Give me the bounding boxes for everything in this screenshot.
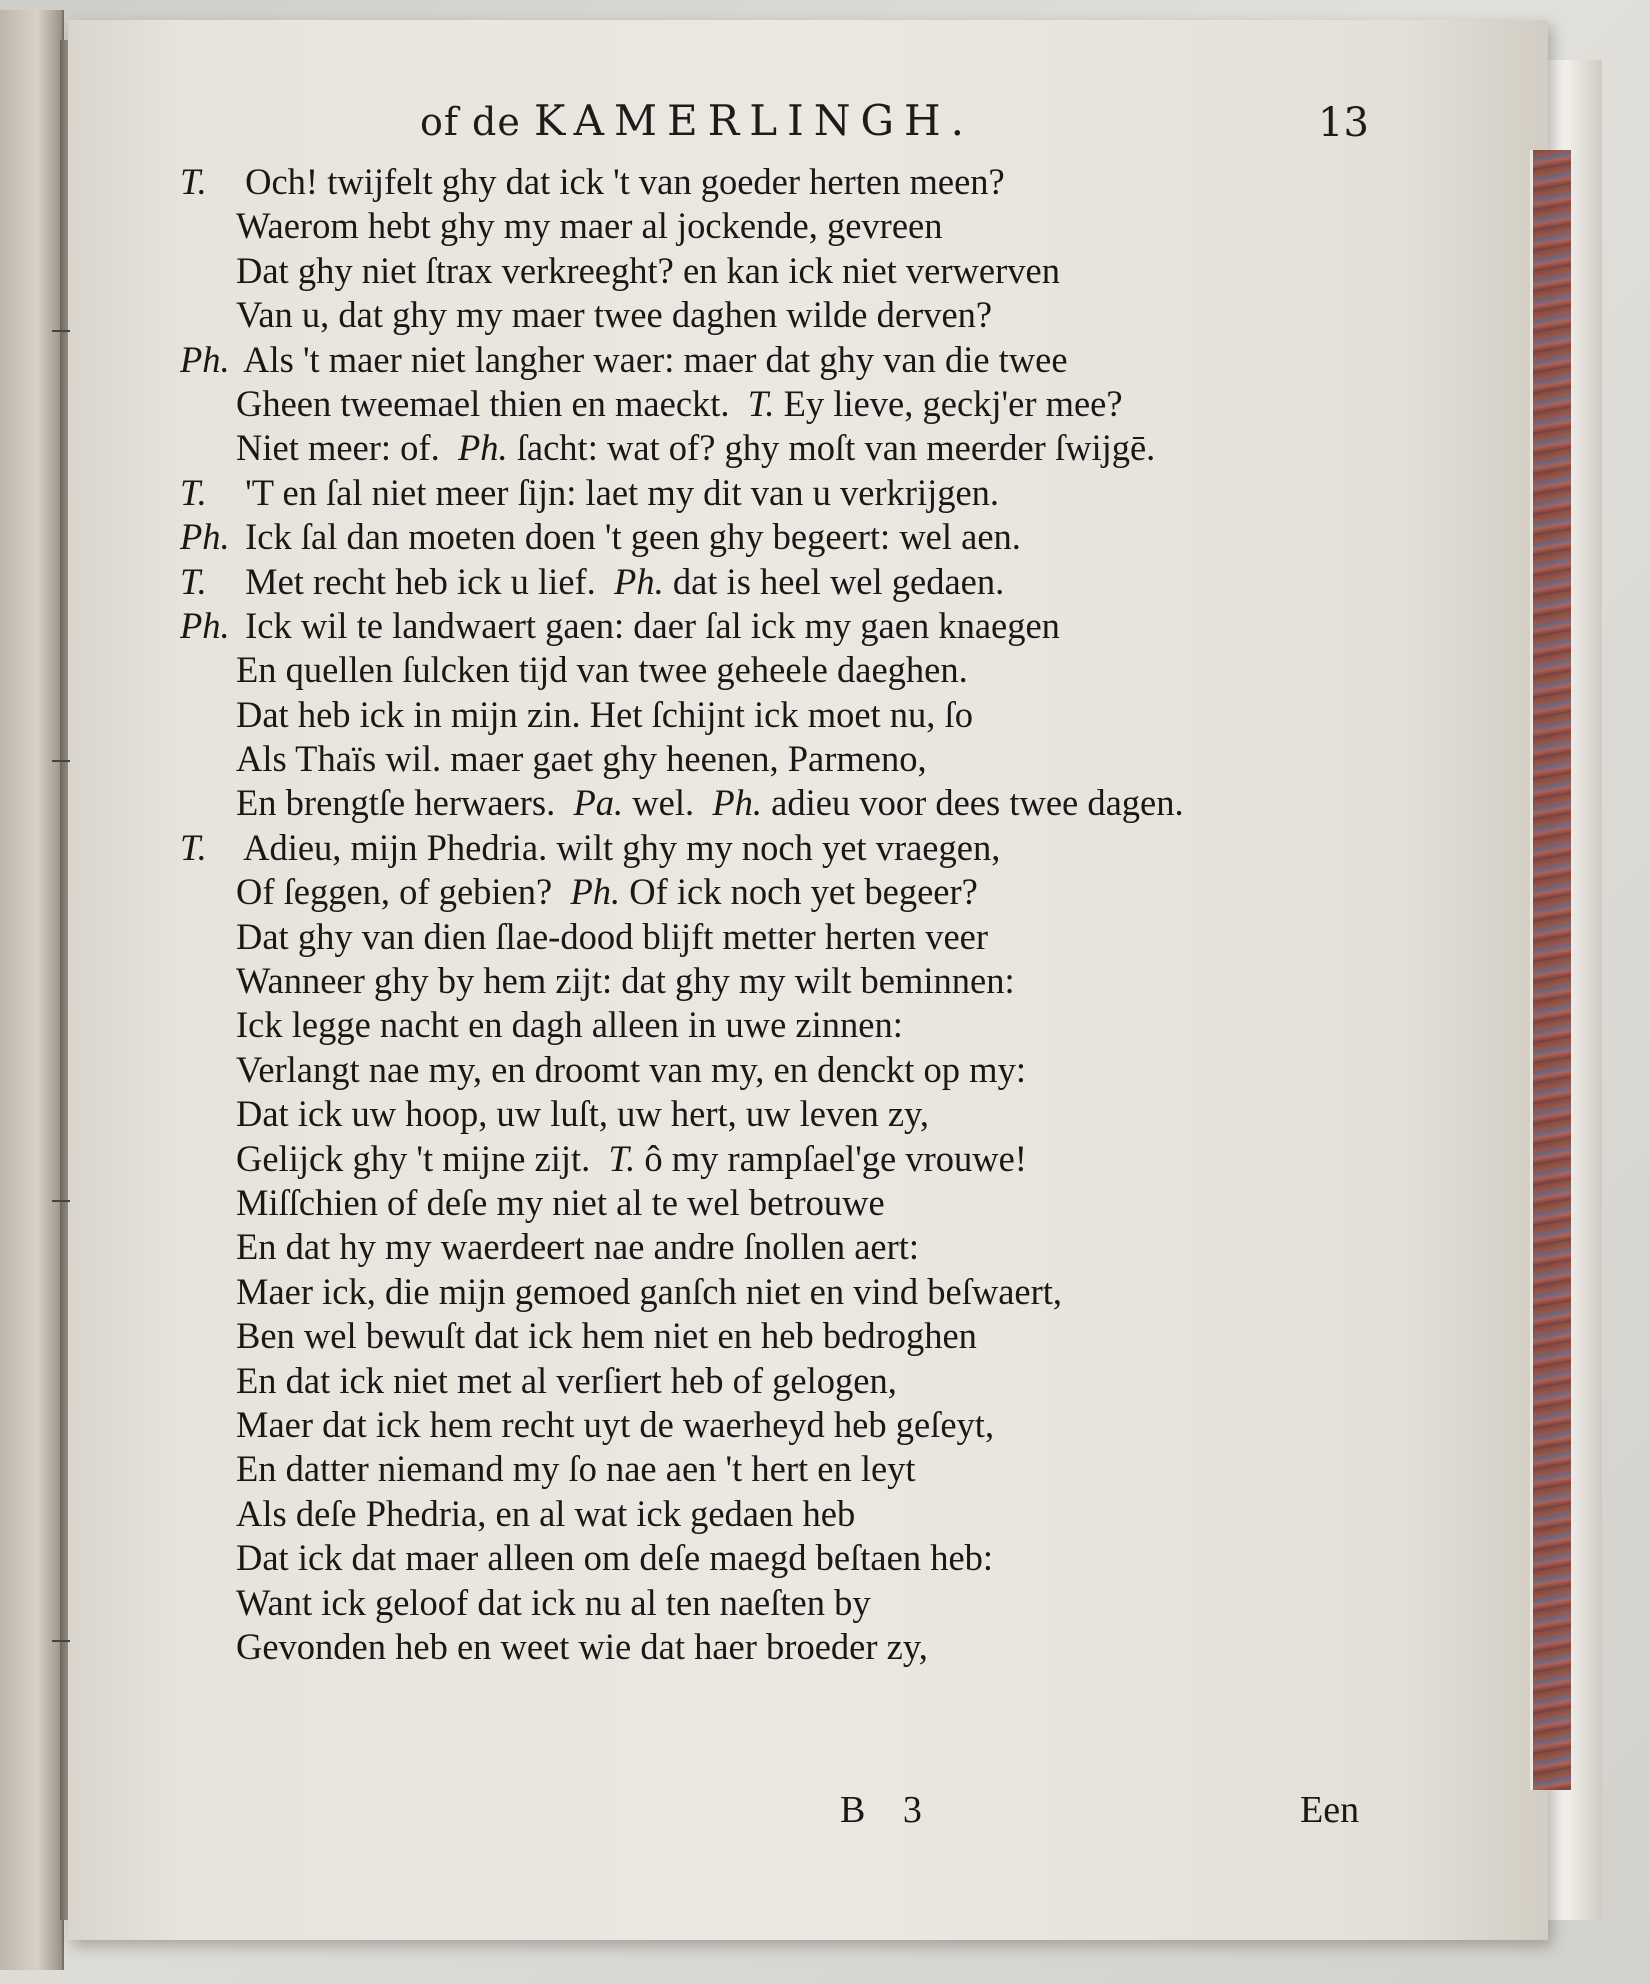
verse-text <box>180 160 1410 1669</box>
binding-stitch <box>52 1200 70 1202</box>
line-text: Want ick geloof dat ick nu al ten naeſten by <box>236 1581 871 1623</box>
verse-line <box>180 1403 1410 1447</box>
speaker-label: T. <box>729 382 775 424</box>
speaker-label: Ph. <box>552 871 621 913</box>
header-title: KAMERLINGH. <box>533 96 974 145</box>
speaker-label: T. <box>590 1137 636 1179</box>
verse-line <box>180 293 1410 337</box>
binding-stitch <box>52 330 70 332</box>
verse-line <box>180 1092 1410 1136</box>
line-text: ô my rampſael'ge vrouwe! <box>635 1137 1027 1179</box>
speaker-label: Pa. <box>555 782 624 824</box>
line-text: Verlangt nae my, en droomt van my, en denckt op my: <box>236 1048 1026 1090</box>
line-text: Gelijck ghy 't mijne zijt. <box>236 1137 591 1179</box>
line-text: 'T en ſal niet meer ſijn: laet my dit van u verkrijgen. <box>236 471 1000 513</box>
verse-line <box>180 338 1410 382</box>
left-page-edge <box>0 10 64 1970</box>
verse-line <box>180 471 1410 515</box>
line-text: Ick wil te landwaert gaen: daer ſal ick my gaen knaegen <box>236 604 1060 646</box>
line-text: adieu voor dees twee dagen. <box>762 782 1184 824</box>
line-text: Dat ick dat maer alleen om deſe maegd beſtaen heb: <box>236 1537 994 1579</box>
verse-line <box>180 204 1410 248</box>
line-text: En datter niemand my ſo nae aen 't hert en leyt <box>236 1448 916 1490</box>
verse-line <box>180 870 1410 914</box>
line-text: Gheen tweemael thien en maeckt. <box>236 382 730 424</box>
speaker-label: Ph. <box>180 338 230 380</box>
header-prefix: of de <box>420 100 521 144</box>
verse-line <box>180 1536 1410 1580</box>
line-text: dat is heel wel gedaen. <box>663 560 1005 602</box>
line-text: Dat heb ick in mijn zin. Het ſchijnt ick moet nu, ſo <box>236 693 973 735</box>
verse-line <box>180 1003 1410 1047</box>
verse-line <box>180 781 1410 825</box>
line-text: Wanneer ghy by hem zijt: dat ghy my wilt beminnen: <box>236 960 1015 1002</box>
running-header <box>420 96 1370 145</box>
verse-line <box>180 1225 1410 1269</box>
line-text: Niet meer: of. <box>236 427 440 469</box>
verse-line <box>180 1625 1410 1669</box>
binding-stitch <box>52 760 70 762</box>
line-text: Ey lieve, geckj'er mee? <box>774 382 1123 424</box>
verse-line <box>180 560 1410 604</box>
line-text: En dat hy my waerdeert nae andre ſnollen aert: <box>236 1226 920 1268</box>
line-text: Maer dat ick hem recht uyt de waerheyd heb geſeyt, <box>236 1403 995 1445</box>
line-text: Ick ſal dan moeten doen 't geen ghy begeert: wel aen. <box>236 516 1021 558</box>
line-text: En quellen ſulcken tijd van twee geheele daeghen. <box>236 649 968 691</box>
speaker-label: Ph. <box>180 516 230 558</box>
verse-line <box>180 648 1410 692</box>
verse-line <box>180 1447 1410 1491</box>
line-text: Ben wel bewuſt dat ick hem niet en heb bedroghen <box>236 1315 977 1357</box>
speaker-label: Ph. <box>694 782 763 824</box>
line-text: Als deſe Phedria, en al wat ick gedaen heb <box>236 1492 856 1534</box>
line-text: Als Thaïs wil. maer gaet ghy heenen, Parmeno, <box>236 738 927 780</box>
line-text: Miſſchien of deſe my niet al te wel betrouwe <box>236 1181 885 1223</box>
line-text: En brengtſe herwaers. <box>236 782 556 824</box>
line-text: Dat ghy niet ſtrax verkreeght? en kan ick niet verwerven <box>236 249 1060 291</box>
line-text: ſacht: wat of? ghy moſt van meerder ſwijgē. <box>507 427 1156 469</box>
verse-line <box>180 1137 1410 1181</box>
speaker-label: T. <box>180 826 207 868</box>
verse-line <box>180 693 1410 737</box>
verse-line <box>180 826 1410 870</box>
signature-mark: B 3 <box>840 1789 936 1831</box>
line-text: Van u, dat ghy my maer twee daghen wilde derven? <box>236 294 993 336</box>
verse-line <box>180 1181 1410 1225</box>
page-number: 13 <box>1318 100 1369 146</box>
verse-line <box>180 1048 1410 1092</box>
line-text: Adieu, mijn Phedria. wilt ghy my noch yet vraegen, <box>236 826 1001 868</box>
verse-line <box>180 1270 1410 1314</box>
speaker-label: Ph. <box>595 560 664 602</box>
verse-line <box>180 1314 1410 1358</box>
marbled-endpaper <box>1530 150 1571 1790</box>
line-text: Maer ick, die mijn gemoed ganſch niet en vind beſwaert, <box>236 1270 1063 1312</box>
line-text: Met recht heb ick u lief. <box>236 560 596 602</box>
line-text: Waerom hebt ghy my maer al jockende, gevreen <box>236 205 943 247</box>
verse-line <box>180 1581 1410 1625</box>
verse-line <box>180 382 1410 426</box>
line-text: Als 't maer niet langher waer: maer dat ghy van die twee <box>236 338 1068 380</box>
line-text: Of ick noch yet begeer? <box>620 871 978 913</box>
line-text: Dat ghy van dien ſlae-dood blijft metter herten veer <box>236 915 989 957</box>
catchword: Een <box>1300 1789 1360 1831</box>
line-text: En dat ick niet met al verſiert heb of gelogen, <box>236 1359 897 1401</box>
speaker-label: Ph. <box>180 604 230 646</box>
verse-line <box>180 249 1410 293</box>
speaker-label: T. <box>180 471 207 513</box>
line-text: Ick legge nacht en dagh alleen in uwe zinnen: <box>236 1004 903 1046</box>
line-text: Of ſeggen, of gebien? <box>236 871 553 913</box>
verse-line <box>180 737 1410 781</box>
verse-line <box>180 604 1410 648</box>
binding-stitch <box>52 1640 70 1642</box>
speaker-label: T. <box>180 560 207 602</box>
speaker-label: Ph. <box>439 427 508 469</box>
line-text: Och! twijfelt ghy dat ick 't van goeder herten meen? <box>236 161 1005 202</box>
verse-line <box>180 1359 1410 1403</box>
speaker-label: T. <box>180 161 207 202</box>
line-text: Dat ick uw hoop, uw luſt, uw hert, uw leven zy, <box>236 1093 930 1135</box>
verse-line <box>180 515 1410 559</box>
verse-line <box>180 160 1410 204</box>
line-text: Gevonden heb en weet wie dat haer broeder zy, <box>236 1625 928 1667</box>
verse-line <box>180 426 1410 470</box>
line-text: wel. <box>623 782 695 824</box>
verse-line <box>180 915 1410 959</box>
verse-line <box>180 959 1410 1003</box>
verse-line <box>180 1492 1410 1536</box>
